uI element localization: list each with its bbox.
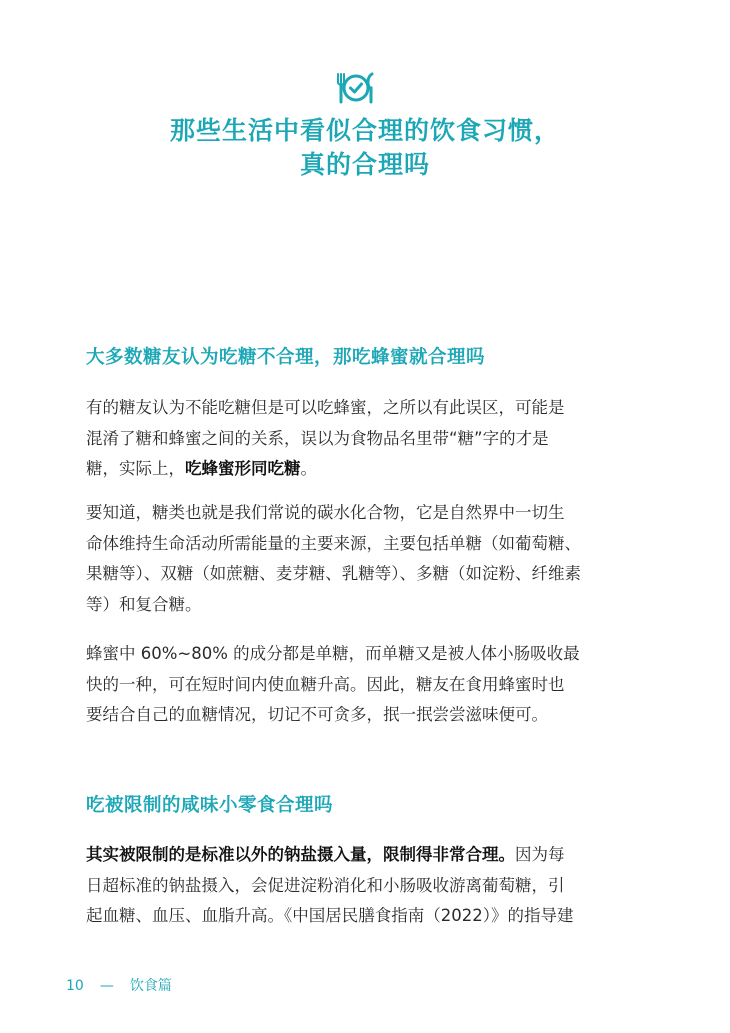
chapter-title xyxy=(0,114,730,182)
paragraph-honey-sugar-content xyxy=(86,639,646,731)
section-heading-salty-snacks: 吃被限制的咸味小零食合理吗 xyxy=(86,795,334,816)
paragraph-honey-misconception xyxy=(86,393,646,485)
text-run: 因为每 xyxy=(515,845,565,864)
text-line: 混淆了糖和蜂蜜之间的关系，误以为食物品名里带“糖”字的才是 xyxy=(86,428,549,448)
text-run: 糖，实际上， xyxy=(86,459,185,478)
page-number: 10 xyxy=(66,978,84,994)
paragraph-sodium-intake xyxy=(86,840,646,932)
chapter-title-line: 真的合理吗 xyxy=(299,150,430,179)
footer-separator: — xyxy=(99,978,114,994)
section-heading-honey: 大多数糖友认为吃糖不合理，那吃蜂蜜就合理吗 xyxy=(86,347,486,368)
footer-section-name: 饮食篇 xyxy=(129,978,172,994)
text-line: 果糖等）、双糖（如蔗糖、麦芽糖、乳糖等）、多糖（如淀粉、纤维素 xyxy=(86,564,581,583)
text-line xyxy=(86,840,646,871)
emphasis-text: 吃蜂蜜形同吃糖 xyxy=(185,459,301,478)
text-line: 要知道，糖类也就是我们常说的碳水化合物，它是自然界中一切生 xyxy=(86,503,565,522)
text-line: 快的一种，可在短时间内使血糖升高。因此，糖友在食用蜂蜜时也 xyxy=(86,674,565,694)
fork-plate-knife-check-icon xyxy=(335,71,377,105)
text-line: 日超标准的钠盐摄入，会促进淀粉消化和小肠吸收游离葡萄糖，引 xyxy=(86,875,565,895)
text-line: 命体维持生命活动所需能量的主要来源，主要包括单糖（如葡萄糖、 xyxy=(86,533,581,553)
text-line xyxy=(86,454,646,485)
paragraph-carbohydrates xyxy=(86,498,646,620)
emphasis-text: 其实被限制的是标准以外的钠盐摄入量，限制得非常合理。 xyxy=(86,845,515,864)
text-line: 要结合自己的血糖情况，切记不可贪多，抿一抿尝尝滋味便可。 xyxy=(86,705,548,724)
text-line: 有的糖友认为不能吃糖但是可以吃蜂蜜，之所以有此误区，可能是 xyxy=(86,398,565,417)
text-line: 蜂蜜中 60%~80% 的成分都是单糖，而单糖又是被人体小肠吸收最 xyxy=(86,644,580,663)
chapter-title-line: 那些生活中看似合理的饮食习惯， xyxy=(169,116,560,145)
text-line: 起血糖、血压、血脂升高。《中国居民膳食指南（2022）》的指导建 xyxy=(86,906,574,925)
text-line: 等）和复合糖。 xyxy=(86,594,202,614)
page-footer xyxy=(66,975,172,995)
text-run: 。 xyxy=(300,459,317,478)
